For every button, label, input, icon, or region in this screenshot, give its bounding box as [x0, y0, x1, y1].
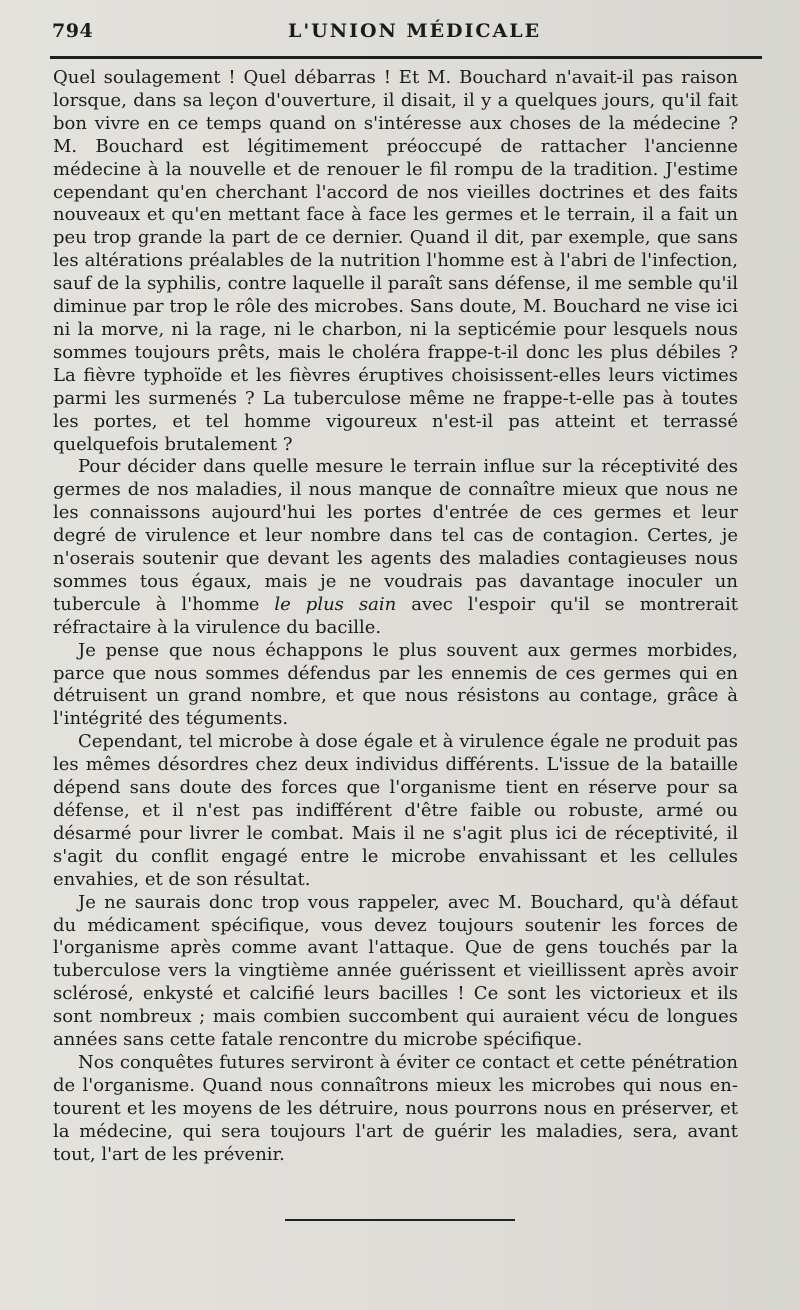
article-body — [53, 67, 738, 1167]
paragraph-3: Je pense que nous échappons le plus souvent aux germes morbides, parce que nous sommes défendus par les ennemis de ces germes qui en détruisent un grand nombre, et que nous résistons au contage, grâce à l'intégrité des téguments. — [53, 639, 738, 730]
page-header — [45, 20, 765, 46]
paragraph-2 — [53, 456, 738, 639]
paragraph-5: Je ne saurais donc trop vous rappeler, avec M. Bouchard, qu'à défaut du médicament spécifique, vous devez toujours soutenir les forces de l'organisme après comme avant l'attaque. Que de gens touchés par la tuberculose vers la vingtième année guérissent et vieillissent après avoir sclérosé, enkysté et calcifié leurs bacilles ! Ce sont les victorieux et ils sont nombreux ; mais combien succombent qui auraient vécu de longues années sans cette fatale rencontre du microbe spécifique. — [53, 891, 738, 1051]
page-number: 794 — [52, 20, 94, 42]
header-rule — [50, 56, 762, 59]
paragraph-1: Quel soulagement ! Quel débarras ! Et M. Bouchard n'avait-il pas raison lorsque, dans sa leçon d'ouverture, il disait, il y a quelques jours, qu'il fait bon vivre en ce temps quand on s'intéresse aux choses de la médecine ? M. Bouchard est légitimement préoccupé de rattacher l'ancienne médecine à la nouvelle et de renouer le fil rompu de la tradition. J'estime cependant qu'en cherchant l'accord de nos vieilles doctrines et des faits nouveaux et qu'en mettant face à face les germes et le terrain, il a fait un peu trop grande la part de ce dernier. Quand il dit, par exemple, que sans les altérations préalables de la nutrition l'homme est à l'abri de l'infection, sauf de la syphilis, contre laquelle il paraît sans défense, il me semble qu'il diminue par trop le rôle des microbes. Sans doute, M. Bouchard ne vise ici ni la morve, ni la rage, ni le charbon, ni la septicémie pour lesquels nous sommes toujours prêts, mais le choléra frappe-t-il donc les plus débiles ? La fièvre typhoïde et les fièvres éruptives choisissent-elles leurs victimes parmi les surmenés ? La tuberculose même ne frappe-t-elle pas à toutes les portes, et tel homme vigoureux n'est-il pas atteint et terrassé quelquefois brutalement ? — [53, 67, 738, 455]
closing-rule — [285, 1219, 515, 1221]
paragraph-2-part-a: Pour décider dans quelle mesure le terrain influe sur la réceptivité des germes de nos maladies, il nous manque de connaître mieux que nous ne les connaissons aujourd'hui les portes d'entrée de ces germes et leur degré de virulence et leur nombre dans tel cas de contagion. Certes, je n'oserais soutenir que devant les agents des maladies contagieuses nous sommes tous égaux, mais je ne voudrais pas davantage inoculer un tubercule à l'homme — [53, 456, 738, 615]
paragraph-4: Cependant, tel microbe à dose égale et à virulence égale ne produit pas les mêmes désordres chez deux individus différents. L'issue de la bataille dépend sans doute des forces que l'organisme tient en réserve pour sa défense, et il n'est pas indifférent d'être faible ou robuste, armé ou désarmé pour livrer le combat. Mais il ne s'agit plus ici de réceptivité, il s'agit du conflit engagé entre le microbe envahissant et les cellules envahies, et de son résultat. — [53, 731, 738, 890]
paragraph-6: Nos conquêtes futures serviront à éviter ce contact et cette pénétration de l'organisme. Quand nous connaîtrons mieux les microbes qui nous entourent et les moyens de les détruire, nous pourrons nous en préserver, et la médecine, qui sera toujours l'art de guérir les maladies, sera, avant tout, l'art de les prévenir. — [53, 1051, 738, 1165]
running-title: L'UNION MÉDICALE — [288, 20, 542, 42]
paragraph-2-part-b: avec l'espoir qu'il se montrerait réfractaire à la virulence du bacille. — [53, 593, 739, 638]
paragraph-2-emphasis: le plus sain — [274, 593, 397, 615]
